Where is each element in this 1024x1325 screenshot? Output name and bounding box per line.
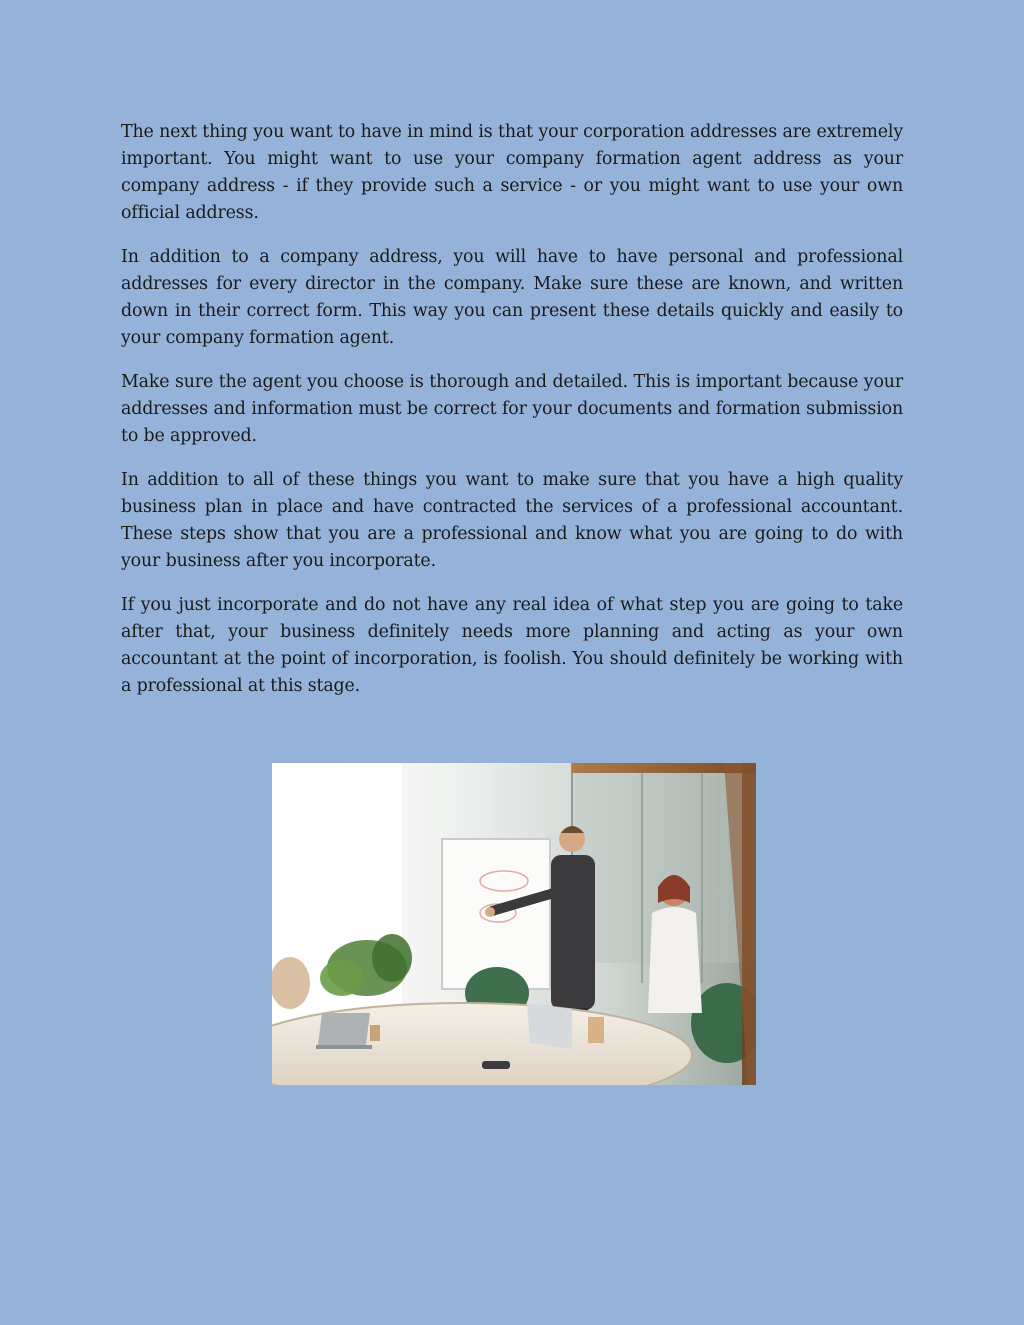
paragraph-1: The next thing you want to have in mind is that your corporation addresses are extremely important. You might want to use your company formation agent address as your company address - if they provide such a service - or you might want to use your own official address. (121, 122, 903, 223)
body-text (121, 119, 903, 717)
paragraph-3: Make sure the agent you choose is thorough and detailed. This is important because your addresses and information must be correct for your documents and formation submission to be approved. (121, 372, 903, 446)
office-meeting-illustration (272, 763, 756, 1085)
paragraph-4: In addition to all of these things you want to make sure that you have a high quality business plan in place and have contracted the services of a professional accountant. These steps show that you are a professional and know what you are going to do with your business after you incorporate. (121, 470, 903, 571)
paragraph-2: In addition to a company address, you will have to have personal and professional addresses for every director in the company. Make sure these are known, and written down in their correct form. This way you can present these details quickly and easily to your company formation agent. (121, 247, 903, 348)
office-meeting-photo (272, 763, 756, 1085)
paragraph-5: If you just incorporate and do not have any real idea of what step you are going to take after that, your business definitely needs more planning and acting as your own accountant at the point of incorporation, is foolish. You should definitely be working with a professional at this stage. (121, 595, 903, 696)
